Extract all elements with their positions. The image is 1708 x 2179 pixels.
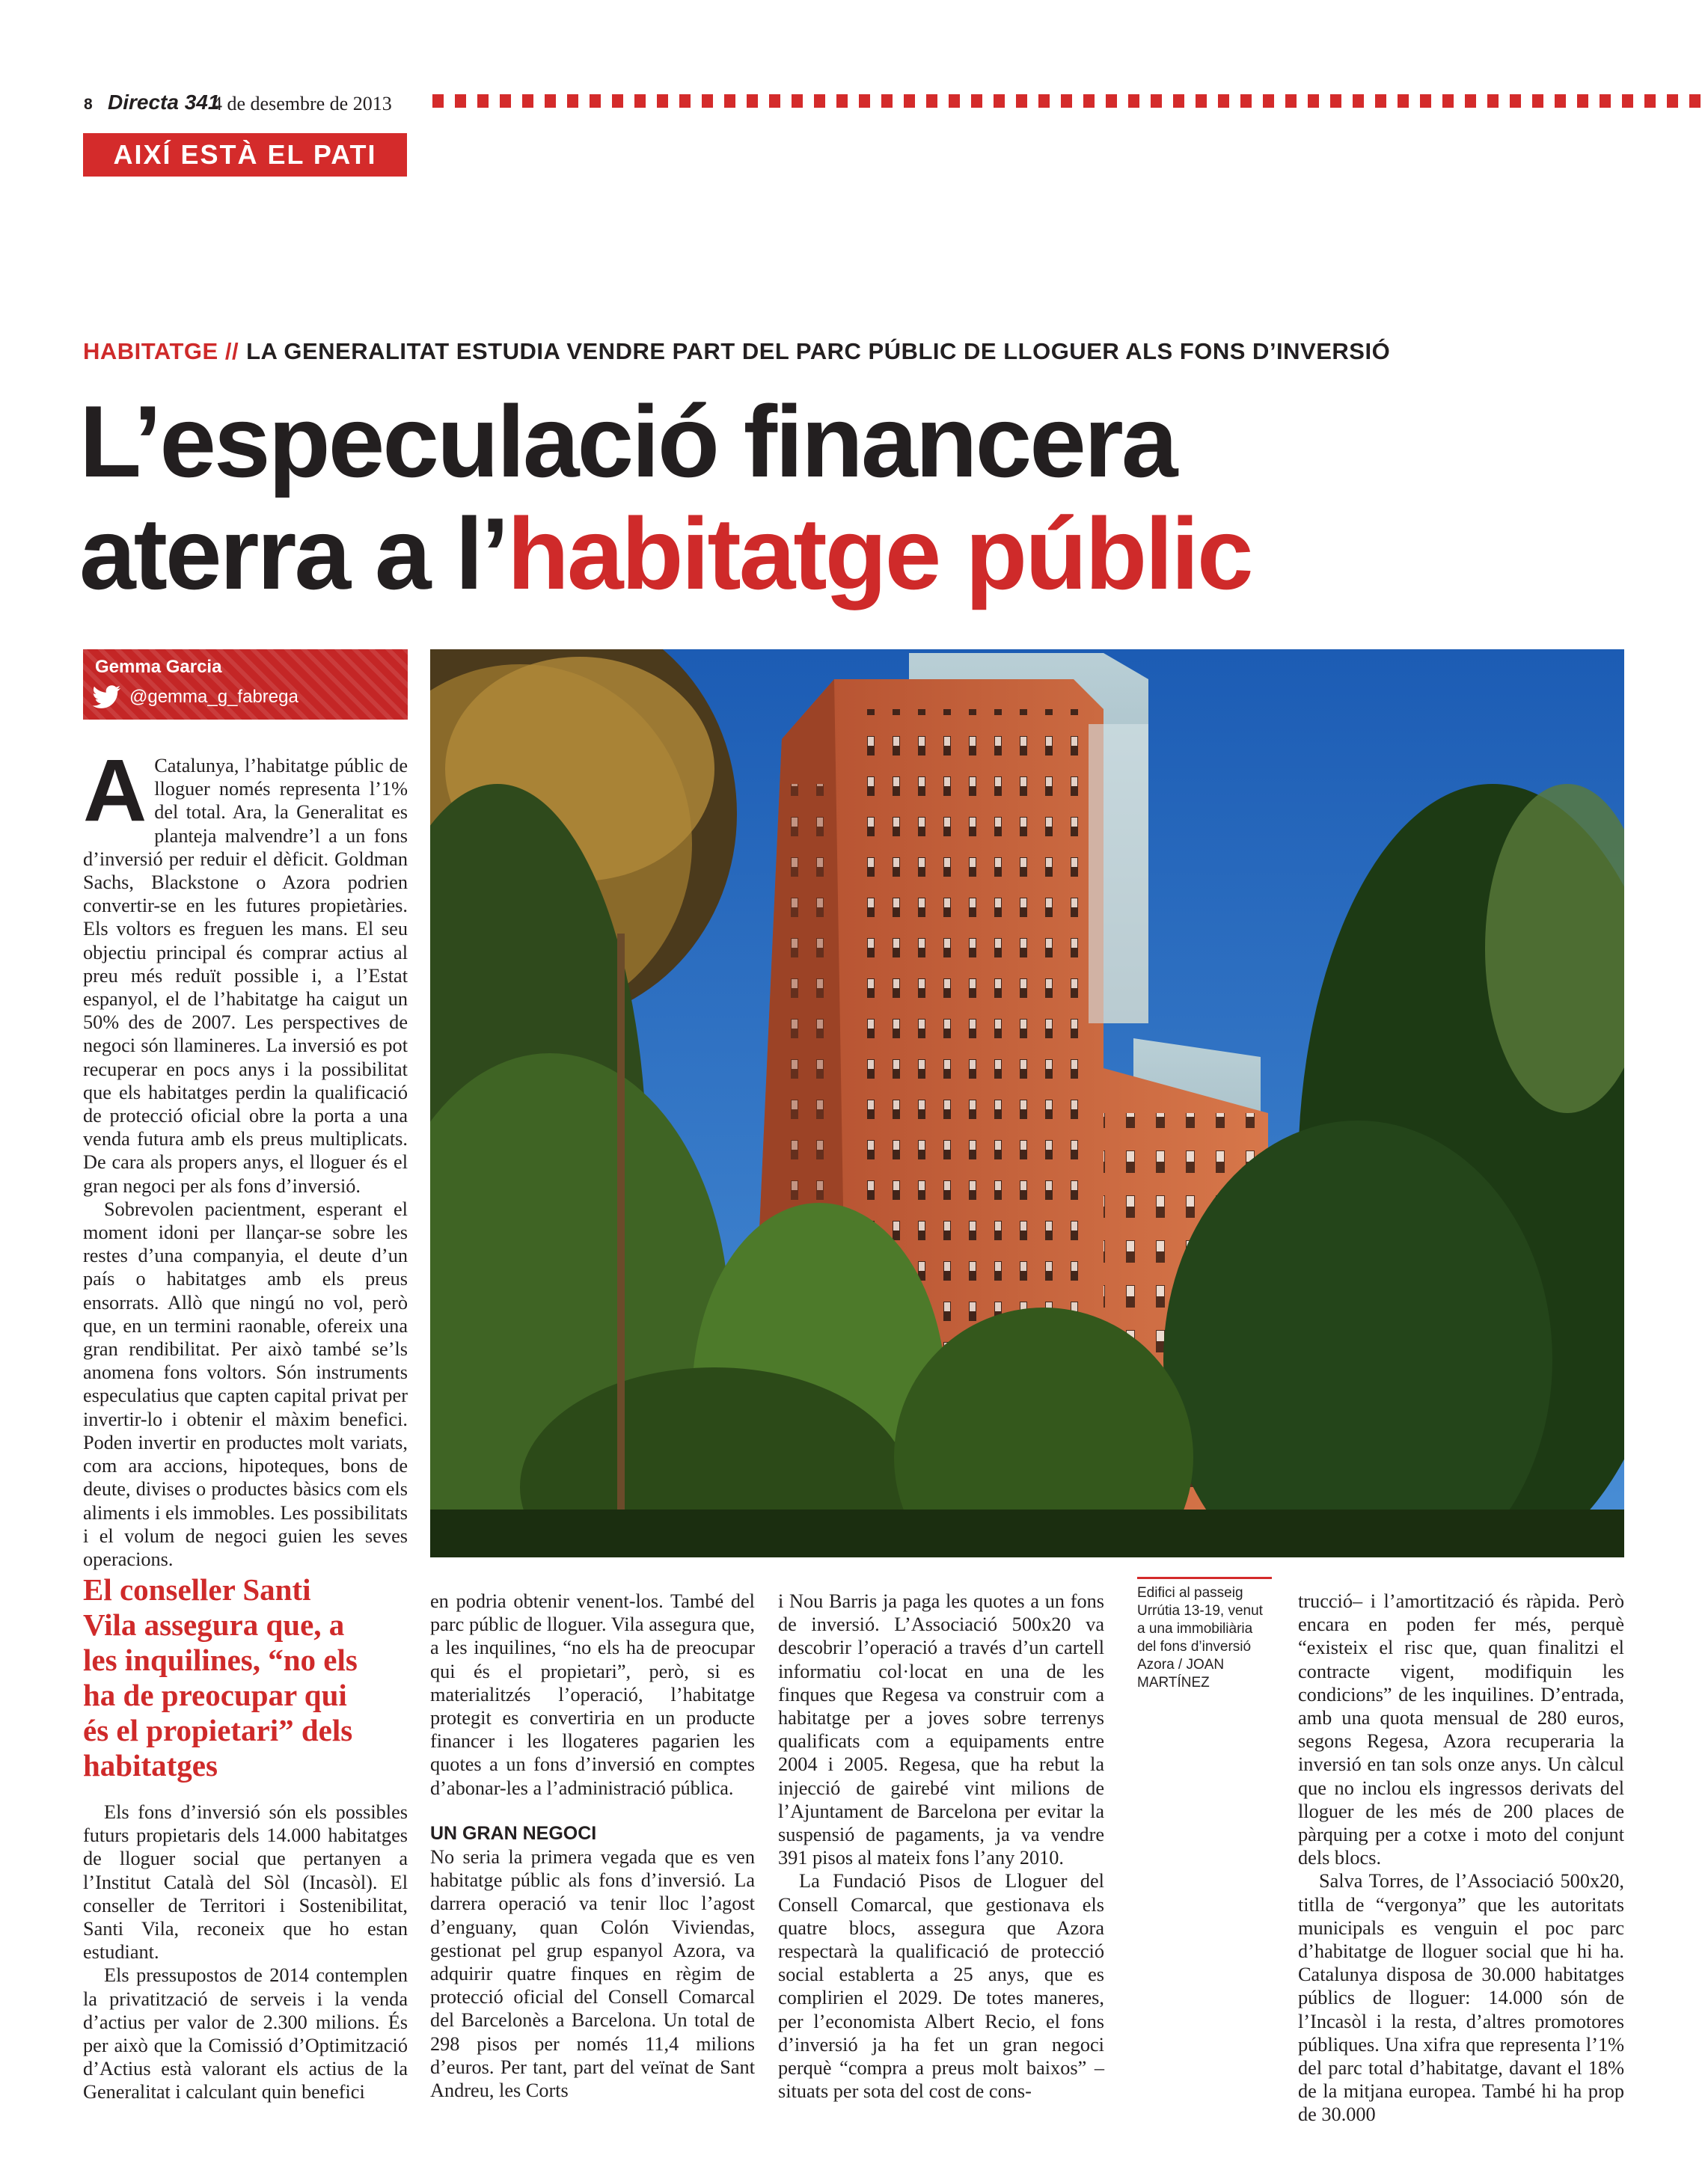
headline-line-2-red: habitatge públic bbox=[506, 497, 1252, 610]
article-photo bbox=[430, 649, 1624, 1557]
headline-line-2 bbox=[79, 497, 1252, 610]
headline-line-1: L’especulació financera bbox=[79, 384, 1176, 498]
publication-name: Directa 341 bbox=[108, 91, 220, 114]
body-paragraph-8: La Fundació Pisos de Lloguer del Consell Comarcal, que gestionava els quatre blocs, assegura que Azora respectarà la qualificació de protecció social establerta a 25 anys, que es complirien el 2029. De totes maneres, per l’economista Albert Recio, el fons d’inversió ja ha fet un gran negoci perquè “compra a preus molt baixos” –situats per sota del cost de cons- bbox=[778, 1870, 1104, 2103]
kicker-text: LA GENERALITAT ESTUDIA VENDRE PART DEL PARC PÚBLIC DE LLOGUER ALS FONS D’INVERSIÓ bbox=[246, 338, 1391, 364]
body-paragraph-4: Els pressupostos de 2014 contemplen la privatització de serveis i la venda d’actius per valor de 2.300 milions. És per això que la Comissió d’Optimització d’Actius està valorant els actius de la Generalitat i calculant quin benefici bbox=[83, 1964, 408, 2103]
body-paragraph-6: No seria la primera vegada que es ven habitatge públic als fons d’inversió. La darrera operació va tenir lloc l’agost d’enguany, quan Colón Viviendas, gestionat pel grup espanyol Azora, va adquirir quatre finques en règim de protecció oficial del Consell Comarcal del Barcelonès a Barcelona. Un total de 298 pisos per només 11,4 milions d’euros. Per tant, part del veïnat de Sant Andreu, les Corts bbox=[430, 1846, 755, 2102]
header-dotted-rule bbox=[432, 94, 1708, 108]
pull-quote: El conseller Santi Vila assegura que, a les inquilines, “no els ha de preocupar qui és el propietari” dels habitatges bbox=[83, 1572, 358, 1783]
caption-rule bbox=[1137, 1577, 1272, 1579]
issue-date: 4 de desembre de 2013 bbox=[212, 93, 392, 114]
paragraph-text: Catalunya, l’habitatge públic de lloguer només representa l’1% del total. Ara, la Generalitat es planteja malvendre’l a un fons d’inversió per reduir el dèficit. Goldman Sachs, Blackstone o Azora podrien convertir-se en les futures propietàries. Els voltors es freguen les mans. El seu objectiu principal és comprar actius al preu més reduït possible i, a l’Estat espanyol, el de l’habitatge ha caigut un 50% des de 2007. Les perspectives de negoci són llamineres. La inversió es pot recuperar en pocs anys i la possibilitat que els habitatges perdin la qualificació de protecció oficial obre la porta a una venda futura amb els preus multiplicats. De cara als propers anys, el lloguer és el gran negoci per als fons d’inversió. bbox=[83, 755, 408, 1197]
body-column-1-lower bbox=[83, 1800, 408, 2104]
body-column-1 bbox=[83, 741, 408, 1571]
section-label: AIXÍ ESTÀ EL PATI bbox=[83, 133, 407, 177]
author-handle: @gemma_g_fabrega bbox=[129, 687, 299, 707]
body-paragraph-2: Sobrevolen pacientment, esperant el moment idoni per llançar-se sobre les restes d’una companyia, el deute d’un país o habitatges amb els preus ensorrats. Allò que ningú no vol, però que, en un termini raonable, ofereix una gran rendibilitat. Per això també se’ls anomena fons voltors. Són instruments especulatius que capten capital privat per invertir-lo i obtenir el màxim benefici. Poden invertir en productes molt variats, com ara accions, hipoteques, bons de deute, divises o productes bàsics com els aliments i els immobles. Les possibilitats i el volum de negoci guien les seves operacions. bbox=[83, 1198, 408, 1570]
page-number: 8 bbox=[84, 96, 93, 113]
body-paragraph-10: Salva Torres, de l’Associació 500x20, titlla de “vergonya” que les autoritats municipals es venguin el poc parc d’habitatge de lloguer social que hi ha. Catalunya disposa de 30.000 habitatges públics de lloguer: 14.000 són de l’Incasòl i la resta, d’altres promotores públiques. Una xifra que representa l’1% del parc total d’habitatge, davant el 18% de la mitjana europea. També hi ha prop de 30.000 bbox=[1298, 1870, 1624, 2126]
body-column-4 bbox=[1298, 1590, 1624, 2127]
drop-cap: A bbox=[83, 741, 147, 840]
photo-caption: Edifici al passeig Urrútia 13-19, venut a una immobiliària del fons d’inversió Azora / JOAN MARTÍNEZ bbox=[1137, 1585, 1263, 1691]
body-paragraph-9: trucció– i l’amortització és ràpida. Però encara en poden fer més, perquè “existeix el risc que, quan finalitzi el contracte vigent, modifiquin les condicions” de les inquilines. D’entrada, amb una quota mensual de 280 euros, segons Regesa, Azora recuperaria la inversió en tan sols onze anys. Un càlcul que no inclou els ingressos derivats del lloguer de les més de 200 places de pàrquing per a cotxe i moto del conjunt dels blocs. bbox=[1298, 1590, 1624, 1869]
body-paragraph-1 bbox=[83, 741, 408, 1198]
body-column-2 bbox=[430, 1590, 755, 2102]
author-name: Gemma Garcia bbox=[95, 657, 222, 677]
body-paragraph-3: Els fons d’inversió són els possibles futurs propietaris dels 14.000 habitatges de lloguer social que pertanyen a l’Institut Català del Sòl (Incasòl). El conseller de Territori i Sostenibilitat, Santi Vila, reconeix que ho estan estudiant. bbox=[83, 1801, 408, 1964]
body-paragraph-7: i Nou Barris ja paga les quotes a un fons de inversió. L’Associació 500x20 va descobrir l’operació a través d’un cartell informatiu col·locat en una de les finques que Regesa va construir com a habitatge per a joves sobre terrenys qualificats com a equipaments entre 2004 i 2005. Regesa, que ha rebut la injecció de gairebé vint milions de l’Ajuntament de Barcelona per evitar la suspensió de pagaments, ja va vendre 391 pisos al mateix fons l’any 2010. bbox=[778, 1590, 1104, 1869]
subheading: UN GRAN NEGOCI bbox=[430, 1822, 597, 1844]
kicker-topic: HABITATGE // bbox=[83, 338, 239, 364]
headline-line-2-black: aterra a l’ bbox=[79, 497, 507, 610]
body-column-3 bbox=[778, 1590, 1104, 2103]
body-paragraph-5: en podria obtenir venent-los. També del parc públic de lloguer. Vila assegura que, a les inquilines, “no els ha de preocupar qui és el propietari”, però, si es materialitzés l’operació, l’habitatge protegit es convertiria en un producte financer i les llogateres pagarien les quotes a un fons d’inversió en comptes d’abonar-les a l’administració pública. bbox=[430, 1590, 755, 1799]
twitter-bird-icon bbox=[92, 684, 122, 711]
author-box bbox=[83, 649, 408, 720]
kicker bbox=[83, 338, 1390, 365]
